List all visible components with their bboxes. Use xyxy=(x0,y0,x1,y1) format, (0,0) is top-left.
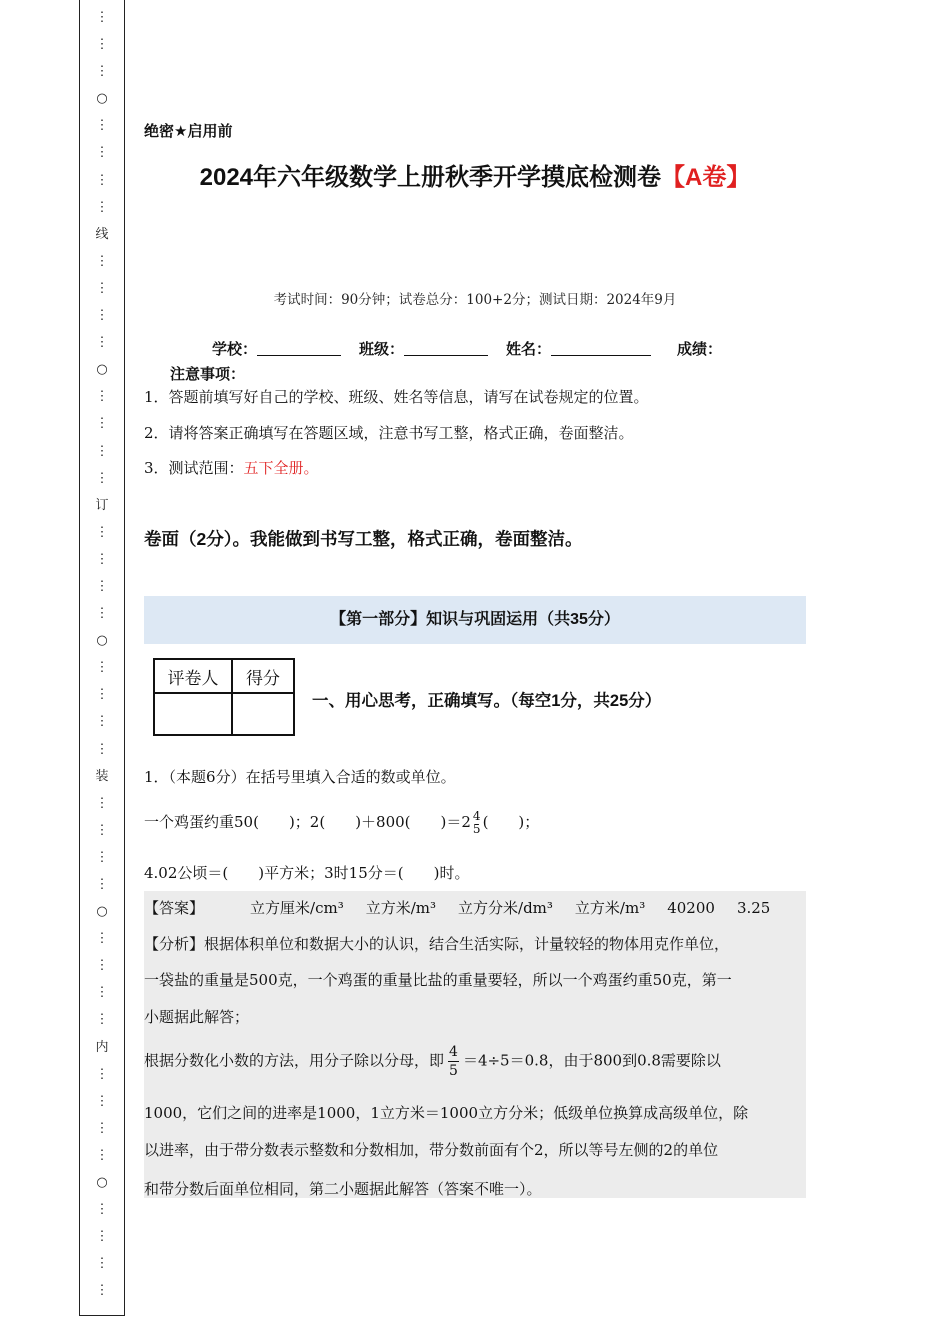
dotted-line-icon: ⋮ xyxy=(95,877,109,892)
section-one-title: 一、用心思考，正确填写。（每空1分，共25分） xyxy=(312,692,662,710)
dotted-line-icon: ⋮ xyxy=(95,10,109,25)
dotted-line-icon: ⋮ xyxy=(95,416,109,432)
binding-hole-icon: ○ xyxy=(96,362,108,378)
q1-frac-denominator: 5 xyxy=(472,822,481,836)
analysis-line-2: 一袋盐的重量是500克，一个鸡蛋的重量比盐的重量要轻，所以一个鸡蛋约重50克，第一 xyxy=(144,971,732,989)
q1-fraction xyxy=(473,810,481,836)
dotted-line-icon: ⋮ xyxy=(95,1012,109,1028)
dotted-line-icon: ⋮ xyxy=(95,1202,109,1218)
binding-label: 内 xyxy=(95,1039,109,1055)
binding-margin xyxy=(79,0,125,1316)
analysis-line-4-a: 根据分数化小数的方法，用分子除以分母，即 xyxy=(144,1051,445,1070)
analysis-line-6: 以进率，由于带分数表示整数和分数相加，带分数前面有个2，所以等号左侧的2的单位 xyxy=(144,1141,719,1159)
analysis-frac-numerator: 4 xyxy=(449,1044,458,1060)
answer-analysis-box xyxy=(144,891,806,1198)
dotted-line-icon: ⋮ xyxy=(95,958,109,974)
answer-item-6: 3.25 xyxy=(736,899,771,917)
question-1-line-3: 4.02公顷＝( )平方米；3时15分＝( )时。 xyxy=(144,864,470,882)
dotted-line-icon: ⋮ xyxy=(95,389,109,405)
name-blank[interactable] xyxy=(551,339,651,356)
dotted-line-icon: ⋮ xyxy=(95,253,109,269)
analysis-line-4-b: ＝4÷5＝0.8，由于800到0.8需要除以 xyxy=(462,1051,721,1070)
dotted-line-icon: ⋮ xyxy=(95,524,109,540)
name-label: 姓名： xyxy=(506,341,552,358)
dotted-line-icon: ⋮ xyxy=(95,578,109,594)
school-blank[interactable] xyxy=(257,339,341,356)
grader-cell[interactable] xyxy=(154,693,232,735)
class-blank[interactable] xyxy=(404,339,488,356)
grader-header: 评卷人 xyxy=(154,659,232,693)
dotted-line-icon: ⋮ xyxy=(95,308,109,324)
dotted-line-icon: ⋮ xyxy=(95,741,109,757)
school-label: 学校： xyxy=(212,341,258,358)
exam-info: 考试时间：90分钟；试卷总分：100+2分；测试日期：2024年9月 xyxy=(273,292,677,308)
secret-label: 绝密★启用前 xyxy=(144,123,233,140)
dotted-line-icon: ⋮ xyxy=(95,687,109,703)
q1-frac-numerator: 4 xyxy=(472,809,481,823)
part-one-banner: 【第一部分】知识与巩固运用（共35分） xyxy=(144,596,806,644)
analysis-line-3: 小题据此解答； xyxy=(144,1008,250,1026)
dotted-line-icon: ⋮ xyxy=(95,1283,109,1299)
binding-hole-icon: ○ xyxy=(96,633,108,649)
dotted-line-icon: ⋮ xyxy=(95,985,109,1001)
binding-label: 装 xyxy=(95,768,109,784)
dotted-line-icon: ⋮ xyxy=(95,849,109,865)
notice-item-3 xyxy=(144,457,319,478)
dotted-line-icon: ⋮ xyxy=(95,822,109,838)
dotted-line-icon: ⋮ xyxy=(95,1093,109,1109)
dotted-line-icon: ⋮ xyxy=(95,37,109,53)
analysis-line-4 xyxy=(144,1043,721,1080)
dotted-line-icon: ⋮ xyxy=(95,280,109,296)
score-label: 成绩： xyxy=(677,341,723,358)
dotted-line-icon: ⋮ xyxy=(95,199,109,215)
dotted-line-icon: ⋮ xyxy=(95,606,109,622)
analysis-line-1: 【分析】根据体积单位和数据大小的认识，结合生活实际，计量较轻的物体用克作单位， xyxy=(144,935,730,953)
notice-item-3-text: 3．测试范围： xyxy=(144,459,244,477)
binding-hole-icon: ○ xyxy=(96,91,108,107)
dotted-line-icon: ⋮ xyxy=(95,145,109,161)
binding-hole-icon: ○ xyxy=(96,904,108,920)
binding-label: 订 xyxy=(95,497,109,513)
dotted-line-icon: ⋮ xyxy=(95,1256,109,1272)
binding-hole-icon: ○ xyxy=(96,1175,108,1191)
title-main: 2024年六年级数学上册秋季开学摸底检测卷 xyxy=(199,164,662,191)
answer-item-2: 立方米/m³ xyxy=(365,899,437,917)
title-tag: 【A卷】 xyxy=(661,164,751,191)
q1-line2-text-b: ( )； xyxy=(482,813,540,831)
answer-line xyxy=(144,897,770,918)
notice-item-2: 2．请将答案正确填写在答题区域，注意书写工整，格式正确，卷面整洁。 xyxy=(144,424,634,442)
answer-item-1: 立方厘米/cm³ xyxy=(250,899,344,917)
binding-column xyxy=(80,4,124,1305)
dotted-line-icon: ⋮ xyxy=(95,443,109,459)
dotted-line-icon: ⋮ xyxy=(95,1229,109,1245)
dotted-line-icon: ⋮ xyxy=(95,1066,109,1082)
class-label: 班级： xyxy=(359,341,405,358)
notice-item-3-range: 五下全册。 xyxy=(243,459,319,477)
notice-item-1: 1．答题前填写好自己的学校、班级、姓名等信息，请写在试卷规定的位置。 xyxy=(144,388,649,406)
question-1-stem: 1．（本题6分）在括号里填入合适的数或单位。 xyxy=(144,768,456,786)
dotted-line-icon: ⋮ xyxy=(95,470,109,486)
dotted-line-icon: ⋮ xyxy=(95,795,109,811)
analysis-line-5: 1000，它们之间的进率是1000，1立方米＝1000立方分米；低级单位换算成高级单位，除 xyxy=(144,1104,749,1122)
analysis-fraction xyxy=(448,1043,459,1080)
answer-item-4: 立方米/m³ xyxy=(574,899,646,917)
dotted-line-icon: ⋮ xyxy=(95,335,109,351)
score-cell[interactable] xyxy=(232,693,294,735)
question-1-line-2 xyxy=(144,810,539,836)
analysis-line-7: 和带分数后面单位相同，第二小题据此解答（答案不唯一）。 xyxy=(144,1180,542,1198)
page-title xyxy=(0,157,950,192)
dotted-line-icon: ⋮ xyxy=(95,1147,109,1163)
binding-label: 线 xyxy=(95,226,109,242)
analysis-frac-denominator: 5 xyxy=(449,1063,458,1079)
answer-item-3: 立方分米/dm³ xyxy=(458,899,553,917)
answer-item-5: 40200 xyxy=(667,899,715,917)
dotted-line-icon: ⋮ xyxy=(95,1120,109,1136)
notice-heading: 注意事项： xyxy=(170,366,246,383)
answer-label: 【答案】 xyxy=(144,899,205,917)
dotted-line-icon: ⋮ xyxy=(95,118,109,134)
grading-table xyxy=(153,658,295,736)
q1-line2-text-a: 一个鸡蛋约重50( )；2( )＋800( )＝2 xyxy=(144,813,471,831)
dotted-line-icon: ⋮ xyxy=(95,931,109,947)
score-header: 得分 xyxy=(232,659,294,693)
dotted-line-icon: ⋮ xyxy=(95,172,109,188)
dotted-line-icon: ⋮ xyxy=(95,551,109,567)
dotted-line-icon: ⋮ xyxy=(95,660,109,676)
dotted-line-icon: ⋮ xyxy=(95,714,109,730)
dotted-line-icon: ⋮ xyxy=(95,64,109,80)
scroll-note: 卷面（2分）。我能做到书写工整，格式正确，卷面整洁。 xyxy=(144,529,583,549)
student-fields xyxy=(212,338,722,359)
